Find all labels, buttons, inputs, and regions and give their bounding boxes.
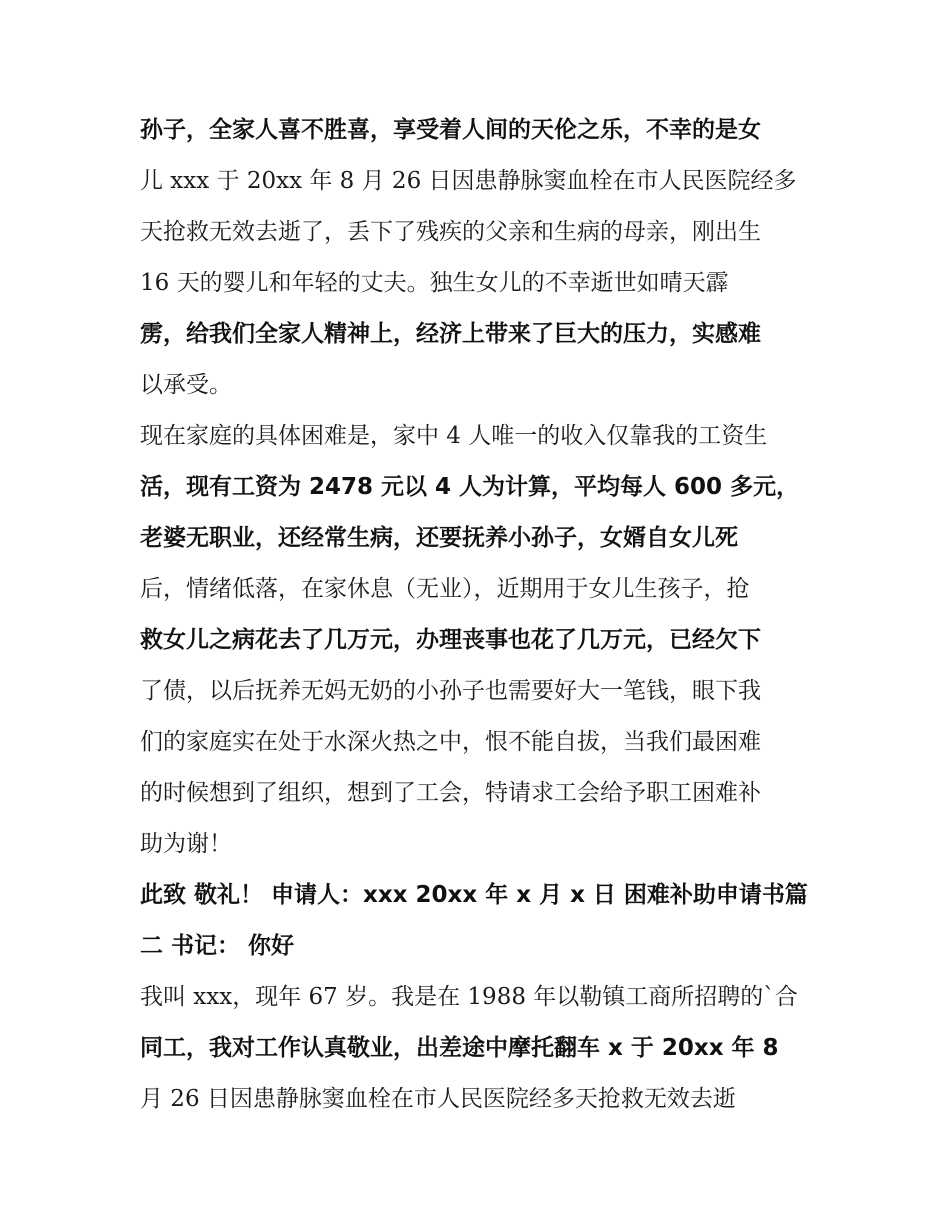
text-line: 活，现有工资为 2478 元以 4 人为计算，平均每人 600 多元， xyxy=(140,474,800,500)
text-line: 月 26 日因患静脉窦血栓在市人民医院经多天抢救无效去逝 xyxy=(140,1086,736,1112)
text-line: 现在家庭的具体困难是，家中 4 人唯一的收入仅靠我的工资生 xyxy=(140,423,768,449)
text-line: 天抢救无效去逝了，丢下了残疾的父亲和生病的母亲，刚出生 xyxy=(140,219,761,245)
text-line: 后，情绪低落，在家休息（无业），近期用于女儿生孩子，抢 xyxy=(140,576,750,602)
text-line: 的时候想到了组织，想到了工会，特请求工会给予职工困难补 xyxy=(140,780,761,806)
text-line: 此致 敬礼！ 申请人：xxx 20xx 年 x 月 x 日 困难补助申请书篇 xyxy=(140,882,808,908)
document-body xyxy=(140,105,820,1125)
text-line: 同工，我对工作认真敬业，出差途中摩托翻车 x 于 20xx 年 8 xyxy=(140,1035,779,1061)
text-line: 助为谢！ xyxy=(140,831,232,857)
text-line: 孙子，全家人喜不胜喜，享受着人间的天伦之乐，不幸的是女 xyxy=(140,117,761,143)
text-line: 老婆无职业，还经常生病，还要抚养小孙子，女婿自女儿死 xyxy=(140,525,738,551)
text-line: 16 天的婴儿和年轻的丈夫。独生女儿的不幸逝世如晴天霹 xyxy=(140,270,729,296)
text-line: 我叫 xxx，现年 67 岁。我是在 1988 年以勒镇工商所招聘的`合 xyxy=(140,984,798,1010)
text-line: 以承受。 xyxy=(140,372,232,398)
text-line: 二 书记： 你好 xyxy=(140,933,295,959)
text-line: 们的家庭实在处于水深火热之中，恨不能自拔，当我们最困难 xyxy=(140,729,761,755)
text-line: 了债，以后抚养无妈无奶的小孙子也需要好大一笔钱，眼下我 xyxy=(140,678,761,704)
text-line: 儿 xxx 于 20xx 年 8 月 26 日因患静脉窦血栓在市人民医院经多 xyxy=(140,168,797,194)
text-line: 救女儿之病花去了几万元，办理丧事也花了几万元，已经欠下 xyxy=(140,627,761,653)
text-line: 雳，给我们全家人精神上，经济上带来了巨大的压力，实感难 xyxy=(140,321,761,347)
